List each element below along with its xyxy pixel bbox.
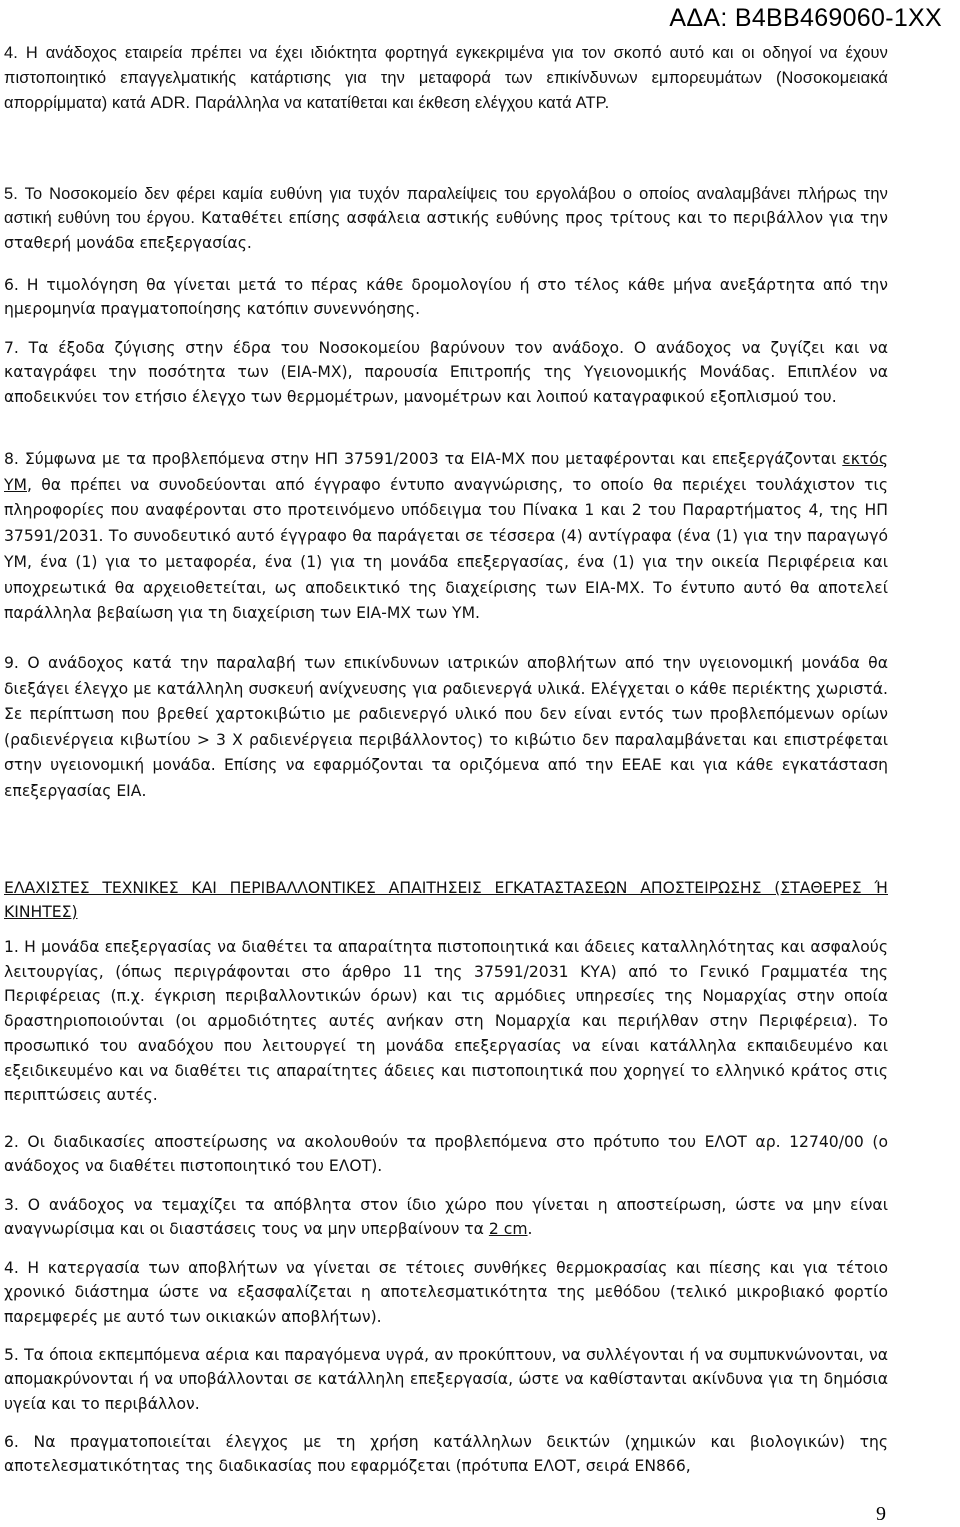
item-5 bbox=[4, 1343, 888, 1416]
item-3-underlined: 2 cm bbox=[488, 1220, 528, 1239]
paragraph-9-text: 9. Ο ανάδοχος κατά την παραλαβή των επικίνδυνων ιατρικών αποβλήτων από την υγειονομική μονάδα θα διεξάγει έλεγχο με κατάλληλη συσκευή ανίχνευσης για ραδιενεργά υλικά. Ελέγχεται ο κάθε περιέκτης χωριστά. Σε περίπτωση που βρεθεί χαρτοκιβώτιο με ραδιενεργό υλικό που δεν είναι εντός των προβλεπόμενων ορίων (ραδιενέργεια κιβωτίου > 3 X ραδιενέργεια περιβάλλοντος) το κιβώτιο δεν παραλαμβάνεται και επιστρέφεται στην υγειονομική μονάδα. Επίσης να εφαρμόζονται τα οριζόμενα από την ΕΕΑΕ και για κάθε εγκατάσταση επεξεργασίας ΕΙΑ. bbox=[4, 654, 888, 800]
item-4 bbox=[4, 1256, 888, 1329]
item-2-text: 2. Οι διαδικασίες αποστείρωσης να ακολουθούν τα προβλεπόμενα στο πρότυπο του ΕΛΟΤ αρ. 12740/00 (ο ανάδοχος να διαθέτει πιστοποιητικό του ΕΛΟΤ). bbox=[4, 1133, 888, 1176]
item-5-text: 5. Τα όποια εκπεμπόμενα αέρια και παραγόμενα υγρά, αν προκύπτουν, να συλλέγονται ή να συμπυκνώνονται, να απομακρύνονται ή να υποβάλλονται σε κατάλληλη επεξεργασία, ώστε να καθίστανται ακίνδυνα για τη δημόσια υγεία και το περιβάλλον. bbox=[4, 1346, 888, 1413]
item-3-pre: 3. Ο ανάδοχος να τεμαχίζει τα απόβλητα στον ίδιο χώρο που γίνεται η αποστείρωση, ώστε να μην είναι αναγνωρίσιμα και οι διαστάσεις τους να μην υπερβαίνουν τα bbox=[4, 1196, 888, 1239]
paragraph-6 bbox=[4, 273, 888, 322]
paragraph-5 bbox=[4, 182, 888, 255]
paragraph-6-text: 6. Η τιμολόγηση θα γίνεται μετά το πέρας κάθε δρομολογίου ή στο τέλος κάθε μήνα ανεξάρτητα από την ημερομηνία πραγματοποίησης κατόπιν συνεννόησης. bbox=[4, 276, 888, 319]
paragraph-8 bbox=[4, 447, 888, 627]
paragraph-5a-text: 5. Το Νοσοκομείο δεν φέρει καμία ευθύνη για τυχόν παραλείψεις του εργολάβου ο οποίος αναλαμβάνει πλήρως την αστική ευθύνη του έργου. bbox=[4, 185, 888, 228]
section-heading-text: ΕΛΑΧΙΣΤΕΣ ΤΕΧΝΙΚΕΣ ΚΑΙ ΠΕΡΙΒΑΛΛΟΝΤΙΚΕΣ ΑΠΑΙΤΗΣΕΙΣ ΕΓΚΑΤΑΣΤΑΣΕΩΝ ΑΠΟΣΤΕΙΡΩΣΗΣ (ΣΤΑΘΕΡΕΣ Ή ΚΙΝΗΤΕΣ) bbox=[4, 878, 888, 921]
item-2 bbox=[4, 1130, 888, 1179]
item-4-text: 4. Η κατεργασία των αποβλήτων να γίνεται σε τέτοιες συνθήκες θερμοκρασίας και πίεσης και για τέτοιο χρονικό διάστημα ώστε να εξασφαλίζεται η αποτελεσματικότητα της μεθόδου (τελικό μικροβιακό φορτίο παρεμφερές με αυτό των οικιακών αποβλήτων). bbox=[4, 1259, 888, 1326]
paragraph-5b-text: Καταθέτει επίσης ασφάλεια αστικής ευθύνης προς τρίτους και το περιβάλλον για την σταθερή μονάδα επεξεργασίας. bbox=[4, 209, 888, 252]
item-3-post: . bbox=[527, 1220, 533, 1239]
paragraph-4-text: 4. Η ανάδοχος εταιρεία πρέπει να έχει ιδιόκτητα φορτηγά εγκεκριμένα για τον σκοπό αυτό και οι οδηγοί να έχουν πιστοποιητικό επαγγελματικής κατάρτισης για την μεταφορά των επικίνδυνων εμπορευμάτων (Νοσοκομειακά απορρίμματα) κατά ADR. Παράλληλα να κατατίθεται και έκθεση ελέγχου κατά ΑΤΡ. bbox=[4, 44, 888, 112]
section-heading bbox=[4, 860, 888, 939]
item-3 bbox=[4, 1193, 888, 1242]
paragraph-8-post: , θα πρέπει να συνοδεύονται από έγγραφο έντυπο αναγνώρισης, το οποίο θα περιέχει τουλάχιστον τις πληροφορίες που αναφέρονται στο προτεινόμενο υπόδειγμα του Πίνακα 1 και 2 του Παραρτήματος 4, της ΗΠ 37591/2031. Το συνοδευτικό αυτό έγγραφο θα παράγεται σε τέσσερα (4) αντίγραφα (ένα (1) για την παραγωγό ΥΜ, ένα (1) για το μεταφορέα, ένα (1) για τη μονάδα επεξεργασίας, ένα (1) για την οικεία Περιφέρεια και υποχρεωτικά θα αρχειοθετείται, ως αποδεικτικό της διαχείρισης των ΕΙΑ-ΜΧ. Το έντυπο αυτό θα αποτελεί παράλληλα βεβαίωση για τη διαχείριση των ΕΙΑ-ΜΧ των ΥΜ. bbox=[4, 475, 888, 623]
paragraph-8-underlined: εκτός ΥΜ bbox=[4, 450, 888, 494]
paragraph-9 bbox=[4, 651, 888, 805]
item-6 bbox=[4, 1430, 888, 1479]
item-6-text: 6. Να πραγματοποιείται έλεγχος με τη χρήση κατάλληλων δεικτών (χημικών και βιολογικών) της αποτελεσματικότητας της διαδικασίας που εφαρμόζεται (πρότυπα ΕΛΟΤ, σειρά ΕΝ866, bbox=[4, 1433, 888, 1476]
paragraph-7-text: 7. Τα έξοδα ζύγισης στην έδρα του Νοσοκομείου βαρύνουν τον ανάδοχο. Ο ανάδοχος να ζυγίζει και να καταγράφει την ποσότητα των (ΕΙΑ-ΜΧ), παρουσία Επιτροπής της Υγειονομικής Μονάδας. Επιπλέον να αποδεικνύει τον ετήσιο έλεγχο των θερμομέτρων, μανομέτρων και λοιπού καταγραφικού εξοπλισμού του. bbox=[4, 339, 888, 406]
item-1-text: 1. Η μονάδα επεξεργασίας να διαθέτει τα απαραίτητα πιστοποιητικά και άδειες καταλληλότητας και ασφαλούς λειτουργίας, (όπως περιγράφονται στο άρθρο 11 της 37591/2031 ΚΥΑ) από το Γενικό Γραμματέα της Περιφέρειας (π.χ. έγκριση περιβαλλοντικών όρων) και τις αρμόδιες υπηρεσίες της Νομαρχίας στην οποία δραστηριοποιούνται (οι αρμοδιότητες αυτές ανήκαν στη Νομαρχία και περιήλθαν στην Περιφέρεια). Το προσωπικό του αναδόχου που λειτουργεί τη μονάδα επεξεργασίας να είναι κατάλληλα εκπαιδευμένο και εξειδικευμένο και να διαθέτει τις απαραίτητες άδειες και πιστοποιητικά που χορηγεί το ελληνικό κράτος στις περιπτώσεις αυτές. bbox=[4, 938, 888, 1105]
item-1 bbox=[4, 935, 888, 1108]
paragraph-4 bbox=[4, 41, 888, 116]
paragraph-8-pre: 8. Σύμφωνα με τα προβλεπόμενα στην ΗΠ 37591/2003 τα ΕΙΑ-ΜΧ που μεταφέρονται και επεξεργάζονται bbox=[4, 450, 843, 468]
ada-header: ΑΔΑ: Β4ΒΒ469060-1ΧΧ bbox=[669, 4, 942, 32]
paragraph-7 bbox=[4, 336, 888, 409]
page-number: 9 bbox=[876, 1503, 886, 1525]
